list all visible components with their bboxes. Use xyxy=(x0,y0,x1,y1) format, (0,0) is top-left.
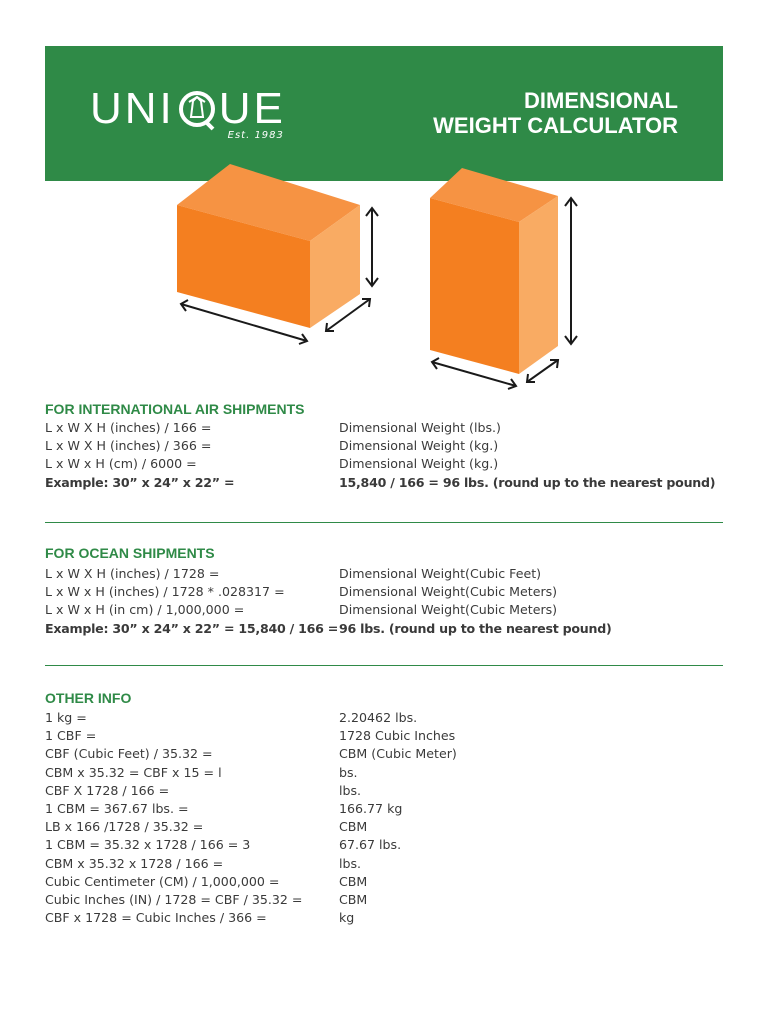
list-item: L x W x H (cm) / 6000 = Dimensional Weight (kg.) xyxy=(45,456,499,472)
logo-q-lighthouse-icon xyxy=(177,87,217,131)
logo-established: Est. 1983 xyxy=(227,130,284,141)
page-title-line1: DIMENSIONAL xyxy=(524,88,678,113)
list-item: 1 CBM = 367.67 lbs. = 166.77 kg xyxy=(45,800,403,816)
list-item: CBF (Cubic Feet) / 35.32 = CBM (Cubic Meter) xyxy=(45,746,457,762)
box-illustrations xyxy=(0,160,768,400)
list-item: 1 kg = 2.20462 lbs. xyxy=(45,710,418,725)
list-item: CBF x 1728 = Cubic Inches / 366 = kg xyxy=(45,910,355,926)
other-info-heading: OTHER INFO xyxy=(45,690,132,706)
logo-text-right: UE xyxy=(218,84,286,133)
ocean-shipments-heading: FOR OCEAN SHIPMENTS xyxy=(45,545,215,561)
wide-box-icon xyxy=(177,164,360,328)
tall-box-icon xyxy=(430,168,558,374)
list-item: L x W X H (inches) / 366 = Dimensional Weight (kg.) xyxy=(45,438,499,454)
other-info-list xyxy=(45,709,745,927)
section-divider xyxy=(45,522,723,523)
list-item: 1 CBF = 1728 Cubic Inches xyxy=(45,728,456,744)
list-item: L x W X H (inches) / 166 = Dimensional Weight (lbs.) xyxy=(45,420,501,435)
list-item: Cubic Inches (IN) / 1728 = CBF / 35.32 = CBM xyxy=(45,891,368,907)
ocean-example: Example: 30” x 24” x 22” = 15,840 / 166 = 96 lbs. (round up to the nearest pound) xyxy=(45,620,612,636)
logo-text-left: UNI xyxy=(90,84,175,133)
ocean-shipments-list xyxy=(45,565,745,638)
list-item: LB x 166 /1728 / 35.32 = CBM xyxy=(45,819,368,835)
unique-logo xyxy=(90,84,286,141)
air-example: Example: 30” x 24” x 22” = 15,840 / 166 = 96 lbs. (round up to the nearest pound) xyxy=(45,474,716,490)
page-title xyxy=(433,88,678,138)
list-item: 1 CBM = 35.32 x 1728 / 166 = 3 67.67 lbs. xyxy=(45,837,402,853)
list-item: Cubic Centimeter (CM) / 1,000,000 = CBM xyxy=(45,873,368,889)
section-divider xyxy=(45,665,723,666)
list-item: CBM x 35.32 x 1728 / 166 = lbs. xyxy=(45,855,362,871)
list-item: CBM x 35.32 = CBF x 15 = l bs. xyxy=(45,764,358,780)
page-title-line2: WEIGHT CALCULATOR xyxy=(433,113,678,138)
air-shipments-heading: FOR INTERNATIONAL AIR SHIPMENTS xyxy=(45,401,305,417)
air-shipments-list xyxy=(45,419,745,492)
list-item: L x W x H (inches) / 1728 * .028317 = Dimensional Weight(Cubic Meters) xyxy=(45,584,558,600)
list-item: L x W x H (in cm) / 1,000,000 = Dimensional Weight(Cubic Meters) xyxy=(45,602,558,618)
list-item: CBF X 1728 / 166 = lbs. xyxy=(45,782,362,798)
list-item: L x W X H (inches) / 1728 = Dimensional Weight(Cubic Feet) xyxy=(45,566,542,581)
